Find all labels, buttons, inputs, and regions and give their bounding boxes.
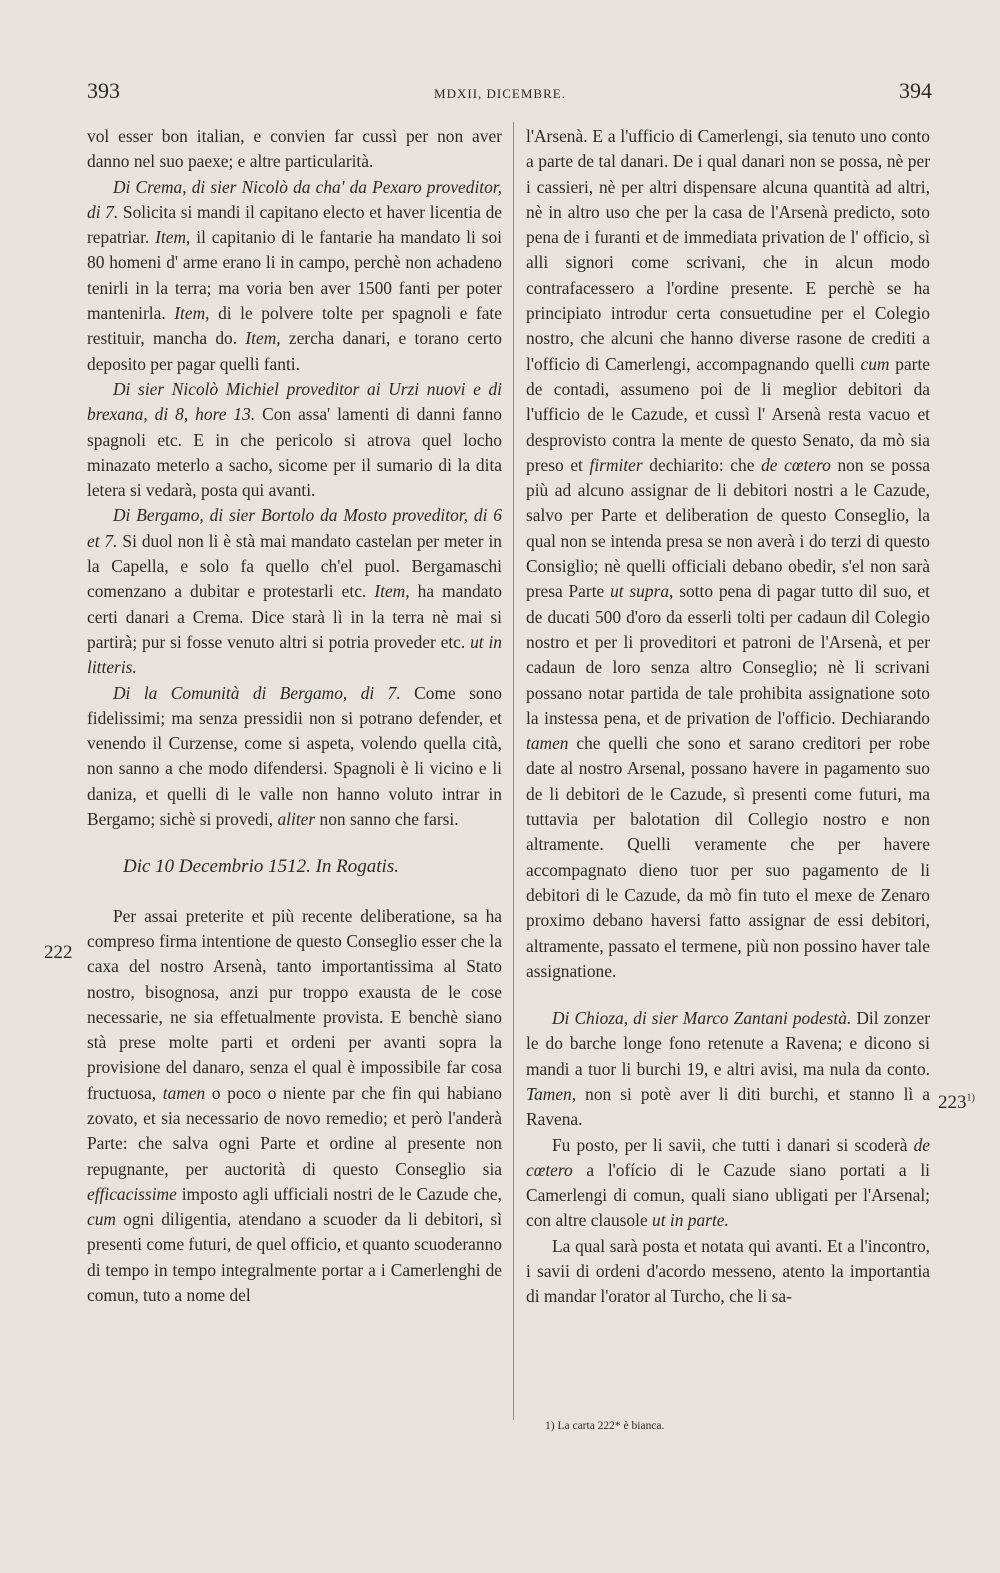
paragraph: l'Arsenà. E a l'ufficio di Camerlengi, sia tenuto uno conto a parte de tal danari. De i qual danari non se possa, nè per i cassieri, nè per altri dispensare alcuna quantità ad altri, nè in altro uso che per la casa de l'Arsenà predicto, soto pena de i furanti et de immediata privation de l' officio, sì alli signori come scrivani, che in alcun modo contrafacessero a l'ordine presente. E perchè se ha principiato introdur certa consuetudine per el Colegio nostro, che alcuni che hanno diverse rasone de crediti a l'officio di Camerlengi, accompagnando quelli cum parte de contadi, assumeno poi de li meglior debitori da l'ufficio de le Cazude, et cussì l' Arsenà resta vacuo et desprovisto contra la mente de questo Senato, da mò sia preso et firmiter dechiarito: che de cœtero non se possa più ad alcuno assignar de li debitori nostri a le Cazude, salvo per Parte et deliberation de questo Conseglio, la qual non se intenda presa se non averà i do terzi di questo Consiglio; nè quelli officiali debano obedir, s'el non sarà presa Parte ut supra, sotto pena di pagar tutto dil suo, et de ducati 500 d'oro da esserli tolti per cadaun dil Colegio nostro et per li proveditori et patroni de l'Arsenà, et per cadaun de loro senza altro Conseglio; nè li scrivani possano notar partida de tale prohibita assignatione soto la instessa pena, et de privation de l'officio. Dechiarando tamen che quelli che sono et sarano creditori per robe date al nostro Arsenal, possano havere in pagamento suo de li debitori de le Cazude, sì presenti come futuri, ma tuttavia per balotation dil Collegio nostro e non altramente. Quelli veramente che per havere accompagnato dieno tuor per suo pagamento de li debitori di le Cazude, da mò fin tuto el mexe de Zenaro proximo debano haversi fatto assignar de essi debitori, altramente, passato el termene, più non possino haver tale assignatione. [526, 126, 930, 981]
paragraph: Di Chioza, di sier Marco Zantani podestà. Dil zonzer le do barche longe fono retenute a Ravena; e dicono si mandi a tuor li burchi 19, e altri avisi, ma nula da conto. Tamen, non si potè aver li diti burchi, et stanno lì a Ravena. [526, 1008, 930, 1130]
paragraph: Per assai preterite et più recente deliberatione, sa ha compreso firma intentione de questo Conseglio esser che la caxa del nostro Arsenà, tanto importantissima al Stato nostro, bisognosa, anzi pur troppo exausta de le cose necessarie, ne sia effetualmente provista. E benchè siano stà prese molte parti et ordeni per avanti sopra la provisione del danaro, senza el qual è impossibile far cosa fructuosa, tamen o poco o niente par che fin qui habiano zovato, et sia necessario de novo remedio; et però l'anderà Parte: che salva ogni Parte et ordine al presente non repugnante, per auctorità di questo Conseglio sia efficacissime imposto agli ufficiali nostri de le Cazude che, cum ogni diligentia, atendano a scuoder da li debitori, sì presenti come futuri, de quel officio, et quanto scuoderanno di tempo in tempo integralmente portar a i Camerlenghi de comun, tuto a nome del [87, 905, 502, 1306]
paragraph: vol esser bon italian, e convien far cussì per non aver danno nel suo paexe; e altre particularità. [87, 126, 502, 172]
paragraph: Di Crema, di sier Nicolò da cha' da Pexaro proveditor, di 7. Solicita si mandi il capitano electo et haver licentia de repatriar. Item, il capitanio di le fantarie ha mandato li soi 80 homeni d' arme erano li in campo, perchè non achadeno tenirli in la terra; ma voria ben aver 1500 fanti per poter mantenirla. Item, di le polvere tolte per spagnoli e fate restituir, mancha do. Item, zercha danari, e torano certo deposito per pagar quelli fanti. [87, 176, 502, 374]
section-heading: Dic 10 Decembrio 1512. In Rogatis. [123, 856, 399, 878]
page-number-right: 394 [899, 78, 932, 103]
page-number-left: 393 [87, 78, 120, 103]
paragraph: Di sier Nicolò Michiel proveditor ai Urzi nuovi e di brexana, di 8, hore 13. Con assa' lamenti di danni fanno spagnoli etc. E in che pericolo si atrova quel locho minazato meterlo a sacho, sicome per il sumario di la dita letera si vedarà, posta qui avanti. [87, 378, 502, 501]
column-divider [513, 122, 514, 1420]
margin-note-right: 223$^{1)}$ [938, 1092, 975, 1113]
footnote: 1) La carta 222* è bianca. [545, 1420, 665, 1432]
margin-note-left: 222 [44, 942, 73, 963]
footnote-ref: 1) [966, 1092, 975, 1104]
paragraph: Fu posto, per li savii, che tutti i danari si scoderà de cœtero a l'ofício di le Cazude siano portati a li Camerlengi di comun, quali siano ubligati per l'Arsenal; con altre clausole ut in parte. [526, 1134, 930, 1231]
paragraph: Di Bergamo, di sier Bortolo da Mosto proveditor, di 6 et 7. Si duol non li è stà mai mandato castelan per meter in la Capella, e solo fa quello ch'el puol. Bergamaschi comenzano a dubitar e protestarli etc. Item, ha mandato certi danari a Crema. Dice starà lì in la terra nè mai si partirà; pur si fosse venuto altri si potria proveder etc. ut in litteris. [87, 505, 502, 678]
paragraph: La qual sarà posta et notata qui avanti. Et a l'incontro, i savii di ordeni d'acordo messeno, atento la importantia di mandar l'orator al Turcho, che li sa- [526, 1235, 930, 1307]
paragraph: Di la Comunità di Bergamo, di 7. Come sono fidelissimi; ma senza pressidii non si potrano defender, et venendo il Curzense, come si aspeta, volendo quella cità, non sanno a che modo difendersi. Spagnoli è li vicino e li daniza, et quelli di le valle non hanno voluto intrar in Bergamo; sichè si provedi, aliter non sanno che farsi. [87, 682, 502, 830]
running-title: MDXII, DICEMBRE. [434, 86, 566, 101]
right-column [526, 124, 930, 1310]
left-column [87, 124, 502, 1308]
